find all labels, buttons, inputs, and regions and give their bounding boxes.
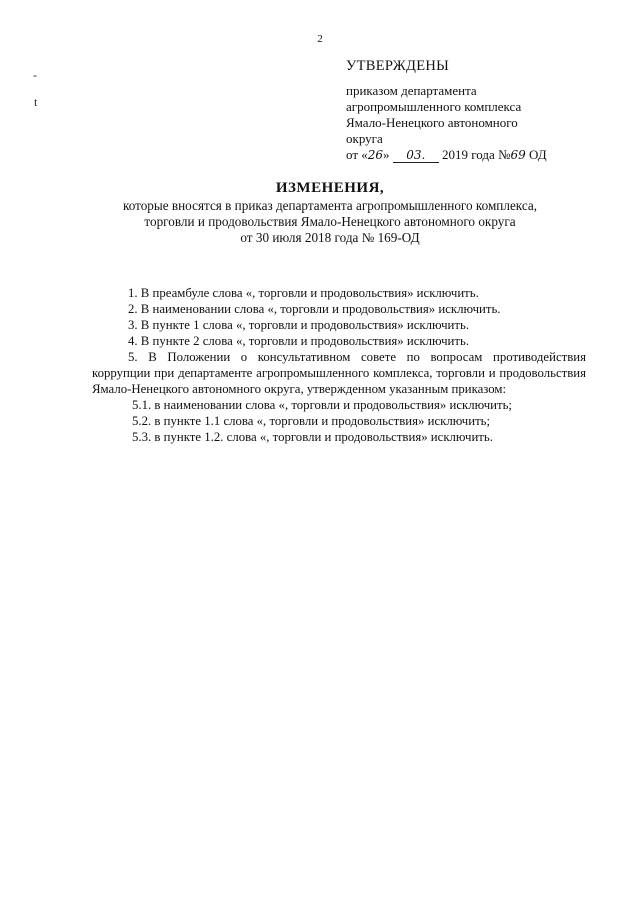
approval-line: округа [346, 131, 383, 146]
sub-list-item: 5.1. в наименовании слова «, торговли и продовольствия» исключить; [132, 398, 512, 412]
approval-block [346, 58, 606, 163]
sub-list-item: 5.2. в пункте 1.1 слова «, торговли и продовольствия» исключить; [132, 414, 491, 428]
title-line: от 30 июля 2018 года № 169-ОД [240, 230, 420, 245]
date-prefix: от « [346, 147, 368, 162]
list-item: 3. В пункте 1 слова «, торговли и продовольствия» исключить. [128, 318, 470, 332]
title-line: торговли и продовольствия Ямало-Ненецкого автономного округа [144, 214, 516, 229]
list-item: 2. В наименовании слова «, торговли и продовольствия» исключить. [128, 302, 501, 316]
approval-line: Ямало-Ненецкого автономного [346, 115, 518, 130]
list-item: 5. В Положении о консультативном совете по вопросам противодействия коррупции при департаменте агропромышленного комплекса, торговли и продовольствия Ямало-Ненецкого автономного округа, утвержденном указанным приказом: [92, 350, 586, 396]
approval-date-line [346, 147, 606, 163]
handwritten-day: 26 [367, 148, 384, 162]
day-suffix: » [383, 147, 390, 162]
sub-list-item: 5.3. в пункте 1.2. слова «, торговли и продовольствия» исключить. [132, 430, 493, 444]
number-suffix: ОД [529, 147, 547, 162]
list-item: 4. В пункте 2 слова «, торговли и продовольствия» исключить. [128, 334, 470, 348]
scan-mark: - [33, 68, 37, 82]
list-item: 1. В преамбуле слова «, торговли и продовольствия» исключить. [128, 286, 479, 300]
handwritten-month: 03. [393, 149, 439, 163]
document-title-block [60, 180, 600, 246]
year-text: 2019 года № [442, 147, 511, 162]
scan-mark: t [34, 95, 38, 109]
document-title: ИЗМЕНЕНИЯ, [275, 180, 385, 196]
changes-list [92, 285, 586, 445]
approval-line: агропромышленного комплекса [346, 99, 522, 114]
title-line: которые вносятся в приказ департамента агропромышленного комплекса, [122, 198, 538, 213]
handwritten-number: 69 [510, 148, 526, 162]
page-number: 2 [317, 33, 323, 45]
approval-heading: УТВЕРЖДЕНЫ [346, 58, 450, 74]
approval-line: приказом департамента [346, 83, 477, 98]
